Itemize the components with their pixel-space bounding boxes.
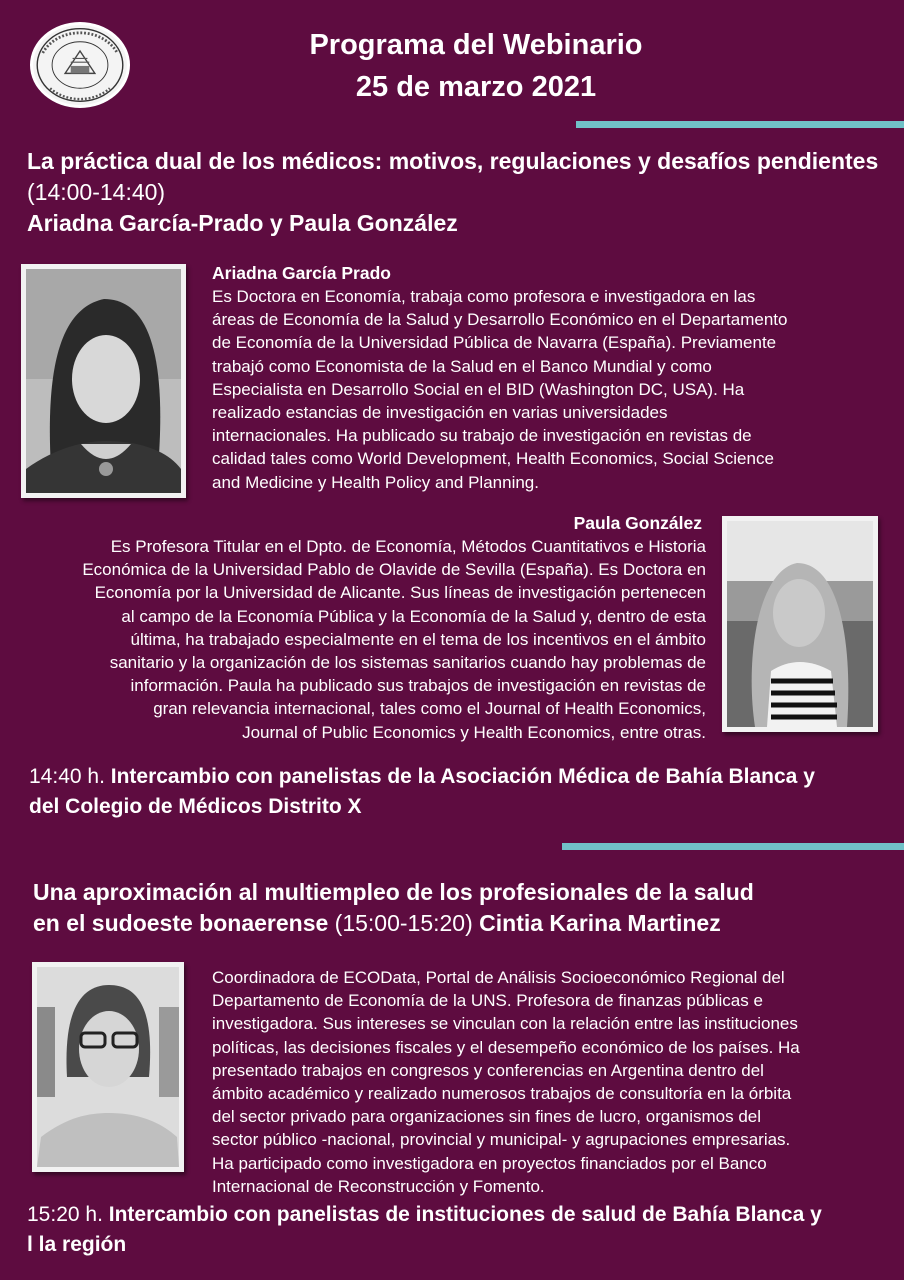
photo-cintia-karina-martinez (32, 962, 184, 1172)
photo-paula-gonzalez (722, 516, 878, 732)
talk-1-speakers: Ariadna García-Prado y Paula González (27, 210, 458, 236)
bio-line: Es Doctora en Economía, trabaja como profesora e investigadora en las (212, 287, 756, 306)
bio-ariadna-text (212, 285, 882, 494)
bio-line: Ha participado como investigadora en proyectos financiados por el Banco (212, 1153, 767, 1173)
bio-paula-text (20, 535, 706, 744)
bio-line: Internacional de Reconstrucción y Fomento. (212, 1176, 545, 1196)
bio-line: Especialista en Desarrollo Social en el BID (Washington DC, USA). Ha (212, 379, 745, 399)
bio-line: áreas de Economía de la Salud y Desarrollo Económico en el Departamento (212, 310, 788, 330)
exchange-2-time: 15:20 h. (27, 1203, 103, 1226)
bio-line: ámbito académico y realizado numerosos trabajos de consultoría en la órbita (212, 1084, 792, 1104)
bio-line: and Medicine y Health Policy and Planning. (212, 472, 539, 492)
talk-2-speaker: Cintia Karina Martinez (479, 910, 721, 936)
talk-2-title (33, 877, 893, 939)
university-seal-logo (30, 22, 130, 108)
bio-ariadna-name: Ariadna García Prado (212, 263, 391, 283)
bio-line: presentado trabajos en congresos y conferencias en Argentina dentro del (212, 1060, 764, 1080)
accent-rule-2 (562, 843, 904, 850)
bio-cintia (212, 966, 892, 1198)
bio-paula-name: Paula González (573, 513, 702, 533)
photo-ariadna-garcia-prado (21, 264, 186, 498)
bio-line: Economía por la Universidad de Alicante. Sus líneas de investigación pertenecen (94, 583, 706, 603)
bio-line: trabajó como Economista de la Salud en el Banco Mundial y como (212, 356, 712, 376)
bio-line: de Economía de la Universidad Pública de Navarra (España). Previamente (212, 333, 777, 353)
bio-ariadna (212, 262, 882, 494)
bio-line: Journal of Public Economics y Health Economics, entre otras. (242, 722, 706, 742)
bio-line: Es Profesora Titular en el Dpto. de Economía, Métodos Cuantitativos e Historia (110, 537, 706, 556)
talk-2-title-text: en el sudoeste bonaerense (33, 910, 329, 936)
bio-line: internacionales. Ha publicado su trabajo de investigación en revistas de (212, 426, 752, 446)
talk-2-time: (15:00-15:20) (334, 910, 473, 936)
bio-line: investigadora. Sus intereses se vinculan con la relación entre las instituciones (212, 1014, 798, 1034)
bio-line: Departamento de Economía de la UNS. Profesora de finanzas públicas e (212, 991, 763, 1011)
exchange-1-text-line-1: Intercambio con panelistas de la Asociación Médica de Bahía Blanca y (110, 765, 815, 788)
bio-line: gran relevancia internacional, tales como el Journal of Health Economics, (153, 699, 706, 719)
bio-line: del sector privado para organizaciones sin fines de lucro, organismos del (212, 1107, 762, 1127)
title-date: 25 de marzo 2021 (355, 71, 597, 103)
page-title (200, 24, 752, 108)
bio-line: al campo de la Economía Pública y la Economía de la Salud y, dentro de esta (121, 606, 706, 626)
exchange-2-text-line-1: Intercambio con panelistas de instituciones de salud de Bahía Blanca y (108, 1203, 822, 1226)
bio-line: sanitario y la organización de los sistemas sanitarios cuando hay problemas de (109, 653, 706, 673)
bio-paula (20, 512, 706, 744)
bio-line: sector público -nacional, provincial y municipal- y agrupaciones empresarias. (212, 1130, 791, 1150)
talk-2-title-line-1: Una aproximación al multiempleo de los profesionales de la salud (33, 879, 754, 905)
exchange-2 (27, 1200, 897, 1260)
bio-line: Económica de la Universidad Pablo de Olavide de Sevilla (España). Es Doctora en (82, 560, 706, 580)
talk-2-title-line-2 (33, 908, 893, 939)
exchange-2-text-line-2: l la región (27, 1233, 127, 1256)
bio-line: políticas, las decisiones fiscales y el desempeño económico de los países. Ha (212, 1037, 800, 1057)
bio-line: Coordinadora de ECOData, Portal de Análisis Socioeconómico Regional del (212, 968, 785, 987)
talk-1-time: (14:00-14:40) (27, 179, 166, 205)
accent-rule-1 (576, 121, 904, 128)
bio-line: realizado estancias de investigación en varias universidades (212, 403, 668, 423)
exchange-1-text-line-2: del Colegio de Médicos Distrito X (29, 795, 362, 818)
talk-1-title-text: La práctica dual de los médicos: motivos, regulaciones y desafíos pendientes (27, 148, 879, 174)
exchange-1-time: 14:40 h. (29, 765, 105, 788)
title-line-1: Programa del Webinario (309, 29, 643, 61)
bio-line: información. Paula ha publicado sus trabajos de investigación en revistas de (130, 676, 706, 696)
bio-line: última, ha trabajado especialmente en el tema de los incentivos en el ámbito (130, 629, 706, 649)
exchange-1 (29, 762, 899, 822)
bio-line: calidad tales como World Development, Health Economics, Social Science (212, 449, 774, 469)
talk-1-title (27, 146, 887, 239)
